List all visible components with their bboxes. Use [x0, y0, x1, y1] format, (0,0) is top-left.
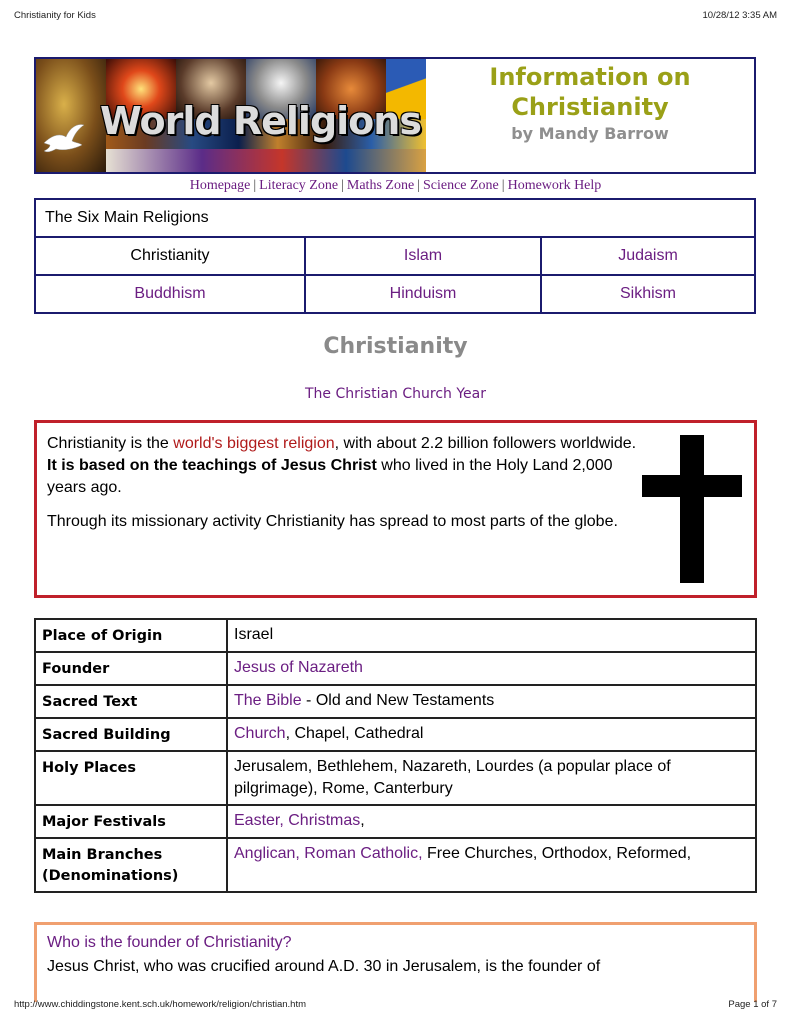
religion-sikhism-link[interactable]: Sikhism — [541, 275, 755, 313]
print-page-number: Page 1 of 7 — [728, 999, 777, 1010]
church-year-link[interactable]: The Christian Church Year — [305, 386, 486, 402]
page-title-line1: Information on — [489, 63, 691, 91]
fact-label: Sacred Building — [35, 718, 227, 751]
fact-label: Main Branches (Denominations) — [35, 838, 227, 892]
fact-value — [227, 718, 756, 751]
religion-christianity: Christianity — [35, 237, 305, 275]
intro-paragraph-2: Through its missionary activity Christianity has spread to most parts of the globe. — [47, 513, 618, 530]
nav-science-zone[interactable]: Science Zone — [422, 178, 499, 193]
fact-value-text: Free Churches, Orthodox, Reformed, — [422, 845, 692, 862]
religion-buddhism-link[interactable]: Buddhism — [35, 275, 305, 313]
print-datetime: 10/28/12 3:35 AM — [702, 10, 777, 21]
intro-bold-text: It is based on the teachings of Jesus Christ — [47, 457, 377, 474]
table-row — [35, 751, 756, 805]
print-footer — [14, 999, 777, 1010]
nav-separator: | — [501, 178, 505, 193]
fact-label: Founder — [35, 652, 227, 685]
table-row — [35, 619, 756, 652]
world-religions-logo[interactable] — [36, 59, 426, 172]
fact-value — [227, 685, 756, 718]
religions-table-header: The Six Main Religions — [35, 199, 755, 237]
founder-answer: Jesus Christ, who was crucified around A.D. 30 in Jerusalem, is the founder of — [47, 958, 601, 975]
fact-label: Major Festivals — [35, 805, 227, 838]
nav-separator: | — [253, 178, 257, 193]
fact-value: Jerusalem, Bethlehem, Nazareth, Lourdes (a popular place of pilgrimage), Rome, Canterbury — [227, 751, 756, 805]
branches-link[interactable]: Anglican, Roman Catholic, — [234, 845, 423, 862]
intro-text-span: Christianity is the — [47, 435, 174, 452]
religion-judaism-link[interactable]: Judaism — [541, 237, 755, 275]
fact-value-text: , — [360, 812, 365, 829]
bible-link[interactable]: The Bible — [234, 692, 302, 709]
top-nav — [0, 178, 791, 194]
cross-icon — [642, 435, 742, 583]
founder-question: Who is the founder of Christianity? — [47, 934, 292, 951]
nav-maths-zone[interactable]: Maths Zone — [346, 178, 415, 193]
founder-link[interactable]: Jesus of Nazareth — [234, 659, 363, 676]
section-title: Christianity — [323, 334, 468, 359]
nav-separator: | — [341, 178, 344, 193]
nav-literacy-zone[interactable]: Literacy Zone — [259, 178, 339, 193]
fact-value: Israel — [227, 619, 756, 652]
founder-section — [34, 922, 757, 1002]
church-link[interactable]: Church — [234, 725, 286, 742]
fact-value — [227, 838, 756, 892]
fact-value-text: , Chapel, Cathedral — [285, 725, 424, 742]
biggest-religion-link[interactable]: world's biggest religion — [173, 435, 335, 452]
nav-separator: | — [417, 178, 420, 193]
fact-label: Holy Places — [35, 751, 227, 805]
fact-value-text: - Old and New Testaments — [301, 692, 495, 709]
religions-table — [34, 198, 756, 314]
banner-logo-text: World Religions — [100, 99, 421, 143]
table-row — [35, 718, 756, 751]
print-title: Christianity for Kids — [14, 10, 96, 21]
fact-value — [227, 805, 756, 838]
table-row — [35, 838, 756, 892]
fact-label: Sacred Text — [35, 685, 227, 718]
fact-label: Place of Origin — [35, 619, 227, 652]
print-url: http://www.chiddingstone.kent.sch.uk/homework/religion/christian.htm — [14, 999, 306, 1010]
page-title-line2: Christianity — [511, 93, 669, 121]
table-row — [35, 685, 756, 718]
author-byline: by Mandy Barrow — [511, 124, 669, 143]
dove-icon — [42, 121, 86, 157]
intro-box — [34, 420, 757, 598]
print-header — [14, 10, 777, 21]
table-row — [35, 652, 756, 685]
intro-paragraph-1 — [47, 433, 637, 499]
facts-table — [34, 618, 757, 893]
religion-hinduism-link[interactable]: Hinduism — [305, 275, 541, 313]
nav-homework-help[interactable]: Homework Help — [507, 178, 602, 193]
nav-homepage[interactable]: Homepage — [189, 178, 251, 193]
fact-value — [227, 652, 756, 685]
intro-text-span: who lived in the Holy Land 2,000 years ago. — [47, 457, 613, 496]
festivals-link[interactable]: Easter, Christmas — [234, 812, 361, 829]
table-row — [35, 805, 756, 838]
religion-islam-link[interactable]: Islam — [305, 237, 541, 275]
banner — [34, 57, 756, 174]
intro-text — [47, 433, 637, 545]
banner-heading — [426, 59, 754, 172]
intro-text-span: , with about 2.2 billion followers worldwide. — [334, 435, 637, 452]
